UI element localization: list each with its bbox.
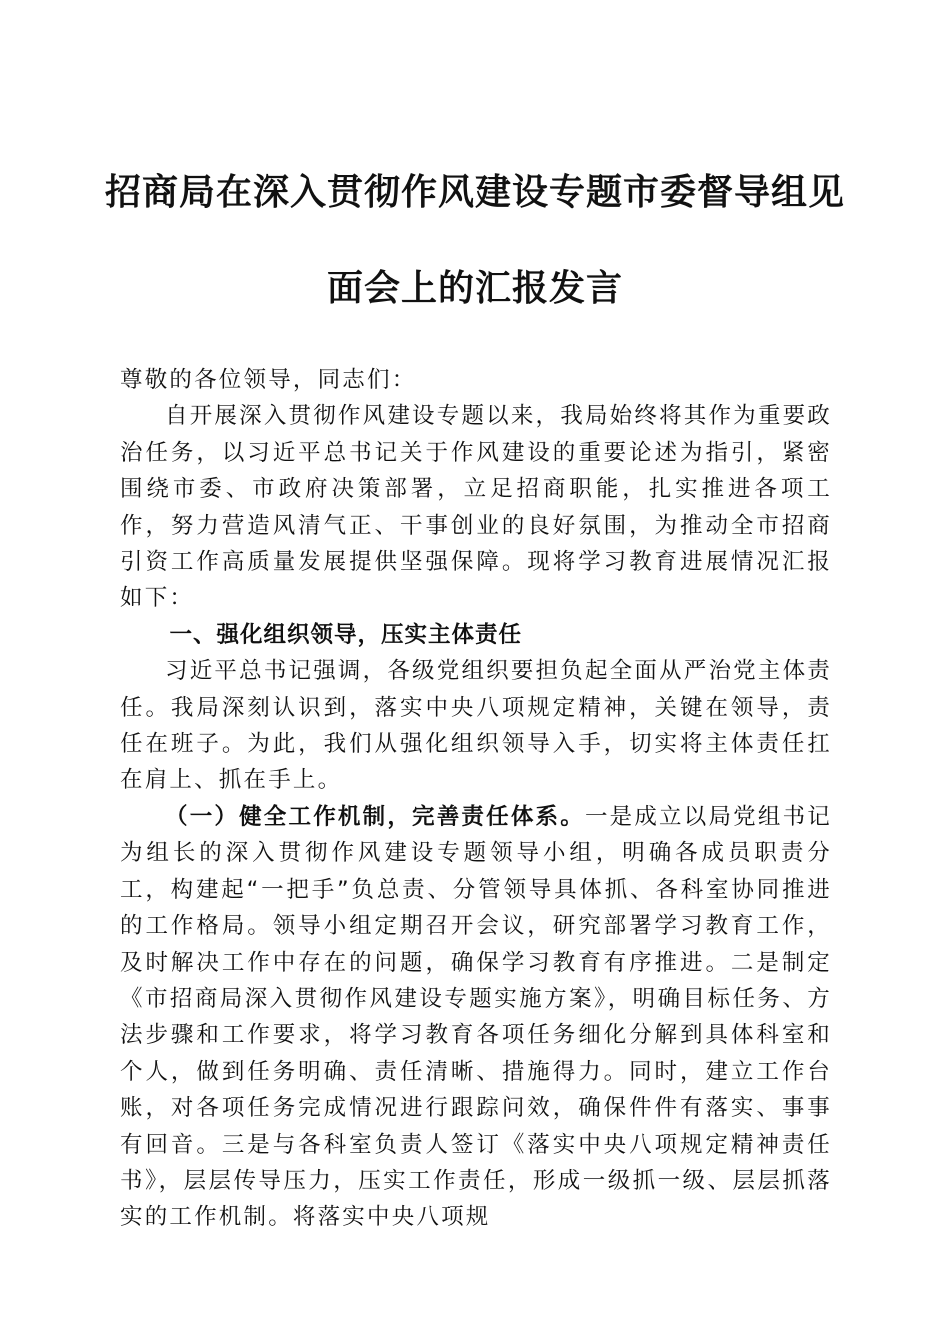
- subsection-1-heading: （一）健全工作机制，完善责任体系。: [165, 803, 585, 830]
- document-title-line-1: 招商局在深入贯彻作风建设专题市委督导组见: [104, 171, 845, 213]
- subsection-1-text: 一是成立以局党组书记为组长的深入贯彻作风建设专题领导小组，明确各成员职责分工，构建起“一把手”负总责、分管领导具体抓、各科室协同推进的工作格局。领导小组定期召开会议，研究部署学习教育工作，及时解决工作中存在的问题，确保学习教育有序推进。二是制定《市招商局深入贯彻作风建设专题实施方案》，明确目标任务、方法步骤和工作要求，将学习教育各项任务细化分解到具体科室和个人，做到任务明确、责任清晰、措施得力。同时，建立工作台账，对各项任务完成情况进行跟踪问效，确保件件有落实、事事有回音。三是与各科室负责人签订《落实中央八项规定精神责任书》，层层传导压力，压实工作责任，形成一级抓一级、层层抓落实的工作机制。将落实中央八项规: [120, 803, 832, 1231]
- section-1-heading: 一、强化组织领导，压实主体责任: [169, 621, 523, 648]
- document-body: [120, 362, 832, 1236]
- document-title-line-2: 面会上的汇报发言: [326, 267, 623, 309]
- intro-paragraph: 自开展深入贯彻作风建设专题以来，我局始终将其作为重要政治任务，以习近平总书记关于作风建设的重要论述为指引，紧密围绕市委、市政府决策部署，立足招商职能，扎实推进各项工作，努力营造风清气正、干事创业的良好氛围，为推动全市招商引资工作高质量发展提供坚强保障。现将学习教育进展情况汇报如下：: [120, 403, 832, 612]
- subsection-1-paragraph: [120, 799, 832, 1236]
- section-1-paragraph: 习近平总书记强调，各级党组织要担负起全面从严治党主体责任。我局深刻认识到，落实中央八项规定精神，关键在领导，责任在班子。为此，我们从强化组织领导入手，切实将主体责任扛在肩上、抓在手上。: [120, 658, 832, 794]
- salutation: 尊敬的各位领导，同志们：: [120, 367, 417, 393]
